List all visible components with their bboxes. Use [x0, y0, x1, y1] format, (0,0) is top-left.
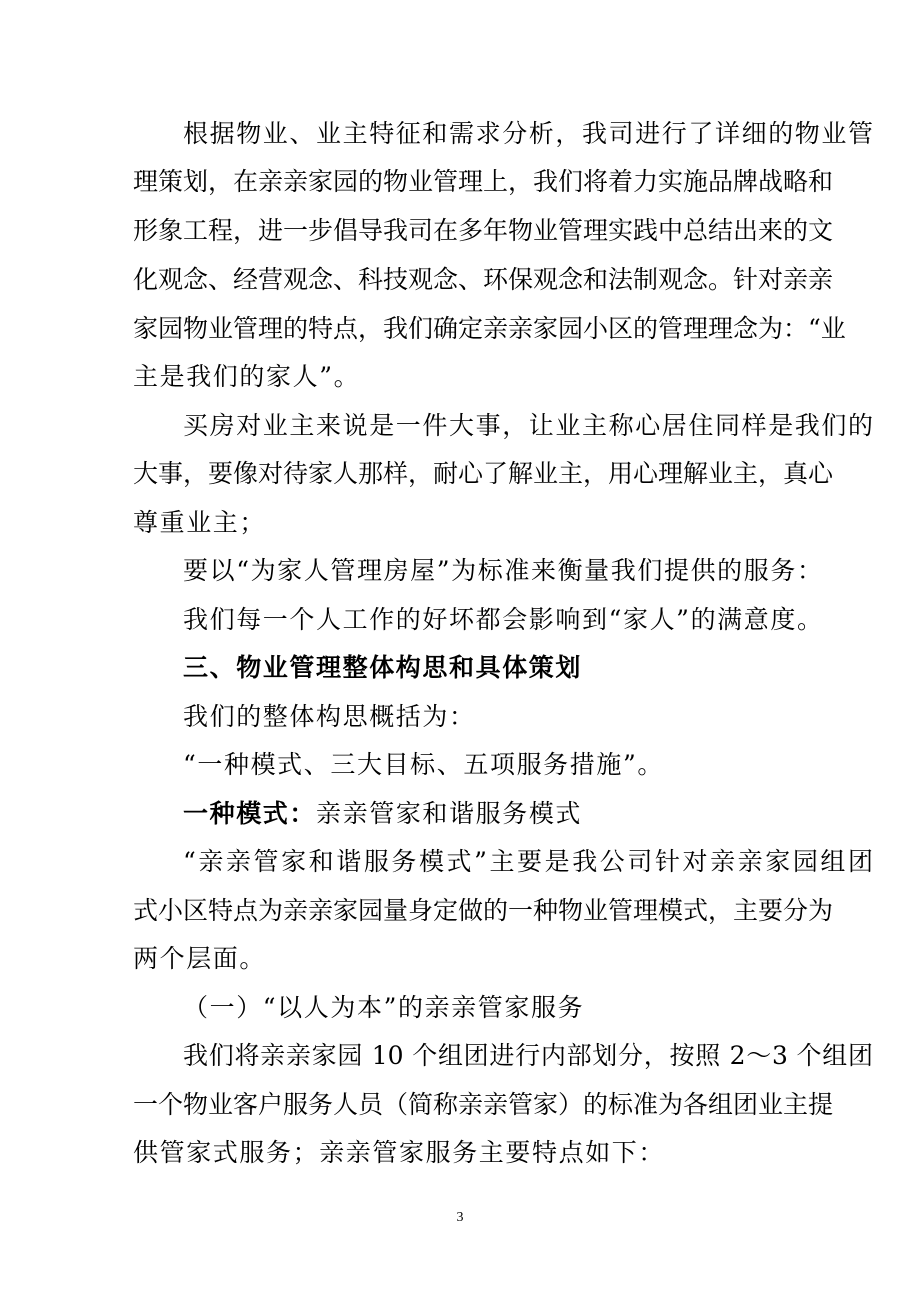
paragraph-line: 家园物业管理的特点，我们确定亲亲家园小区的管理理念为：“业 — [133, 314, 846, 343]
section-heading: 三、物业管理整体构思和具体策划 — [183, 653, 583, 682]
paragraph-line: 主是我们的家人”。 — [133, 362, 361, 391]
paragraph-line: 供管家式服务；亲亲管家服务主要特点如下： — [133, 1138, 666, 1167]
paragraph-line: 我们将亲亲家园 10 个组团进行内部划分，按照 2～3 个组团 — [183, 1041, 873, 1070]
page-number: 3 — [456, 1210, 464, 1225]
paragraph-line: 我们的整体构思概括为： — [183, 702, 476, 731]
subsection-heading: （一）“以人为本”的亲亲管家服务 — [183, 993, 585, 1022]
paragraph-line: “亲亲管家和谐服务模式”主要是我公司针对亲亲家园组团 — [183, 847, 873, 876]
paragraph-line: 两个层面。 — [133, 944, 267, 973]
paragraph-line: “一种模式、三大目标、五项服务措施”。 — [183, 750, 664, 779]
mode-line — [183, 796, 873, 832]
paragraph-line: 形象工程，进一步倡导我司在多年物业管理实践中总结出来的文 — [133, 216, 834, 245]
paragraph-line: 买房对业主来说是一件大事，让业主称心居住同样是我们的 — [183, 411, 873, 440]
paragraph-line: 要以“为家人管理房屋”为标准来衡量我们提供的服务： — [183, 556, 824, 585]
paragraph-line: 一个物业客户服务人员（简称亲亲管家）的标准为各组团业主提 — [133, 1090, 834, 1119]
paragraph-line: 我们每一个人工作的好坏都会影响到“家人”的满意度。 — [183, 605, 824, 634]
mode-label: 一种模式： — [183, 799, 317, 828]
paragraph-line: 式小区特点为亲亲家园量身定做的一种物业管理模式，主要分为 — [133, 896, 834, 925]
mode-name: 亲亲管家和谐服务模式 — [316, 799, 583, 828]
paragraph-line: 化观念、经营观念、科技观念、环保观念和法制观念。针对亲亲 — [133, 265, 834, 294]
paragraph-line: 尊重业主； — [133, 508, 267, 537]
paragraph-line: 理策划，在亲亲家园的物业管理上，我们将着力实施品牌战略和 — [133, 167, 834, 196]
paragraph-line: 根据物业、业主特征和需求分析，我司进行了详细的物业管 — [183, 119, 873, 148]
paragraph-line: 大事，要像对待家人那样，耐心了解业主，用心理解业主，真心 — [133, 459, 834, 488]
